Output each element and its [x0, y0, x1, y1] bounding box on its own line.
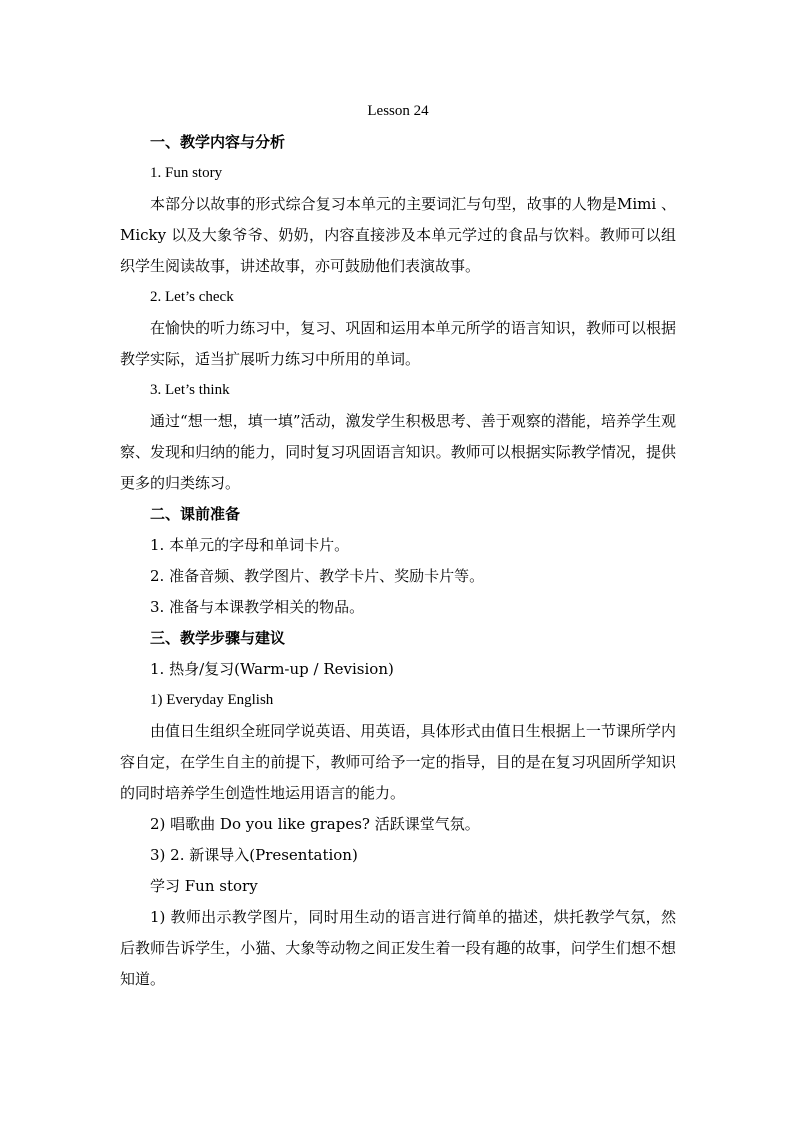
- paragraph-show-pictures: 1) 教师出示教学图片，同时用生动的语言进行简单的描述，烘托教学气氛，然后教师告诉学生，小猫、大象等动物之间正发生着一段有趣的故事，问学生们想不想知道。: [120, 908, 676, 988]
- subheading-lets-think: 3. Let’s think: [150, 382, 230, 398]
- paragraph-fun-story: 本部分以故事的形式综合复习本单元的主要词汇与句型，故事的人物是Mimi 、Micky 以及大象爷爷、奶奶，内容直接涉及本单元学过的食品与饮料。教师可以组织学生阅读故事，讲述故事，亦可鼓励他们表演故事。: [120, 195, 676, 275]
- subheading-fun-story: 1. Fun story: [150, 165, 223, 181]
- list-item-prep-2: 2. 准备音频、教学图片、教学卡片、奖励卡片等。: [150, 567, 485, 585]
- list-item-prep-3: 3. 准备与本课教学相关的物品。: [150, 598, 365, 616]
- paragraph-everyday-english: 由值日生组织全班同学说英语、用英语，具体形式由值日生根据上一节课所学内容自定，在学生自主的前提下，教师可给予一定的指导，目的是在复习巩固所学知识的同时培养学生创造性地运用语言的能力。: [120, 722, 676, 802]
- subheading-lets-check: 2. Let’s check: [150, 289, 234, 305]
- document-page: [120, 96, 676, 995]
- step-warm-up: 1. 热身/复习(Warm-up / Revision): [150, 660, 394, 678]
- section-heading-content-analysis: 一、教学内容与分析: [150, 133, 286, 151]
- step-sing-song: 2) 唱歌曲 Do you like grapes? 活跃课堂气氛。: [150, 815, 480, 833]
- step-presentation: 3) 2. 新课导入(Presentation): [150, 846, 358, 864]
- section-heading-preparation: 二、课前准备: [150, 505, 241, 523]
- list-item-prep-1: 1. 本单元的字母和单词卡片。: [150, 536, 350, 554]
- section-heading-teaching-steps: 三、教学步骤与建议: [150, 629, 286, 647]
- step-everyday-english: 1) Everyday English: [150, 692, 274, 708]
- paragraph-lets-think: 通过“想一想，填一填”活动，激发学生积极思考、善于观察的潜能，培养学生观察、发现和归纳的能力，同时复习巩固语言知识。教师可以根据实际教学情况，提供更多的归类练习。: [120, 412, 676, 492]
- document-title: Lesson 24: [367, 103, 429, 119]
- step-learn-fun-story: 学习 Fun story: [150, 877, 258, 895]
- paragraph-lets-check: 在愉快的听力练习中，复习、巩固和运用本单元所学的语言知识，教师可以根据教学实际，适当扩展听力练习中所用的单词。: [120, 319, 676, 368]
